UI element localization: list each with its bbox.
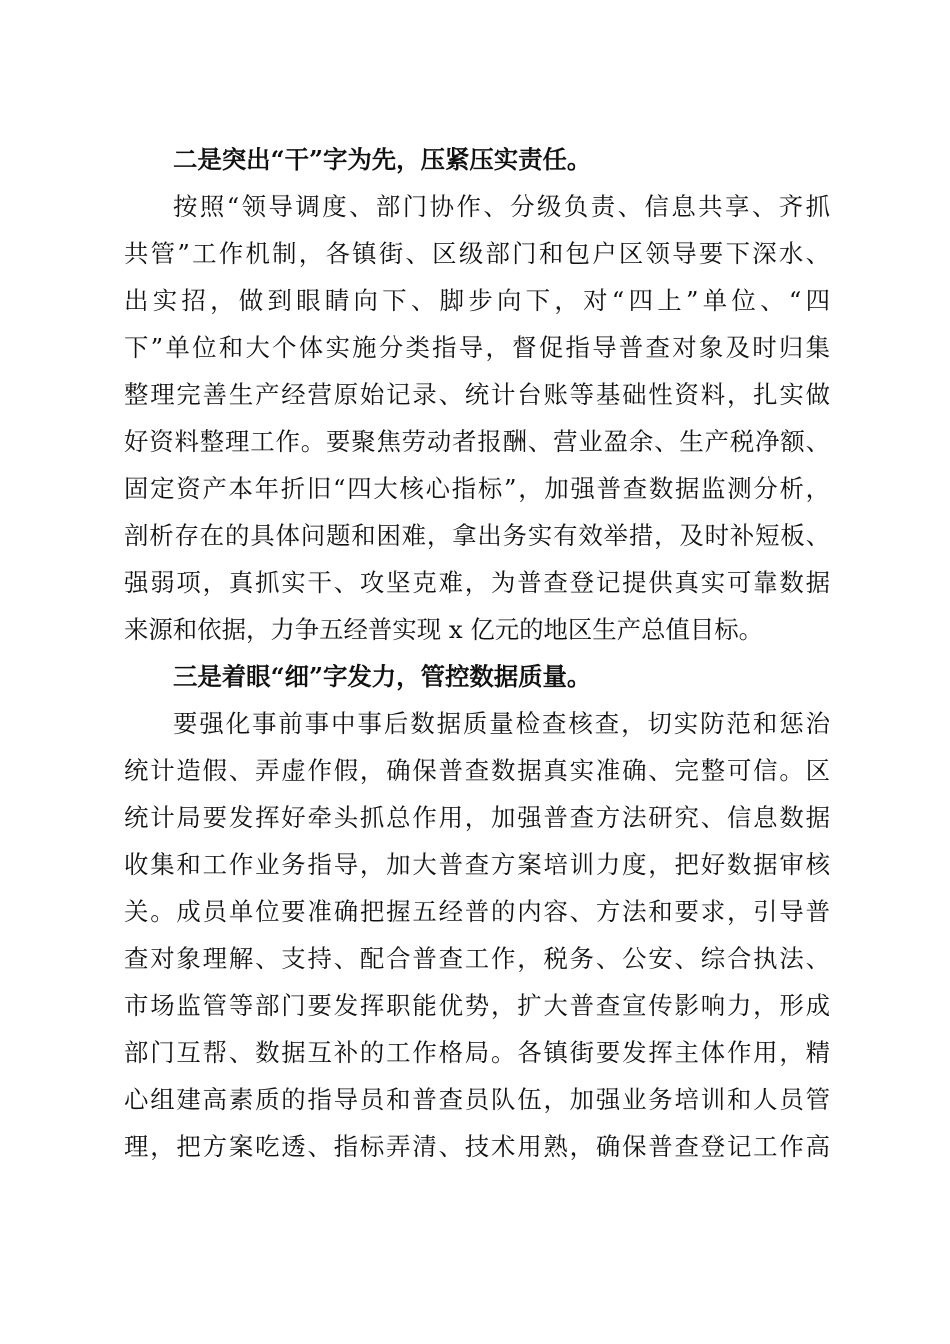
paragraph-line: 下”单位和大个体实施分类指导，督促指导普查对象及时归集 xyxy=(124,333,830,362)
paragraph-line: 按照“领导调度、部门协作、分级负责、信息共享、齐抓 xyxy=(173,192,830,221)
section-2-heading: 二是突出“干”字为先，压紧压实责任。 xyxy=(173,145,592,174)
paragraph-line: 强弱项，真抓实干、攻坚克难，为普查登记提供真实可靠数据 xyxy=(124,568,830,597)
paragraph-line: 剖析存在的具体问题和困难，拿出务实有效举措，及时补短板、 xyxy=(124,521,830,550)
paragraph-line: 收集和工作业务指导，加大普查方案培训力度，把好数据审核 xyxy=(124,850,830,879)
paragraph-line: 好资料整理工作。要聚焦劳动者报酬、营业盈余、生产税净额、 xyxy=(124,427,830,456)
section-3-heading: 三是着眼“细”字发力，管控数据质量。 xyxy=(173,662,592,691)
paragraph-line: 统计造假、弄虚作假，确保普查数据真实准确、完整可信。区 xyxy=(124,756,830,785)
paragraph-line: 来源和依据，力争五经普实现 x 亿元的地区生产总值目标。 xyxy=(124,615,764,644)
paragraph-line: 市场监管等部门要发挥职能优势，扩大普查宣传影响力，形成 xyxy=(124,991,830,1020)
paragraph-line: 部门互帮、数据互补的工作格局。各镇街要发挥主体作用，精 xyxy=(124,1038,830,1067)
paragraph-line: 要强化事前事中事后数据质量检查核查，切实防范和惩治 xyxy=(173,709,830,738)
paragraph-line: 统计局要发挥好牵头抓总作用，加强普查方法研究、信息数据 xyxy=(124,803,830,832)
paragraph-line: 关。成员单位要准确把握五经普的内容、方法和要求，引导普 xyxy=(124,897,830,926)
paragraph-line: 查对象理解、支持、配合普查工作，税务、公安、综合执法、 xyxy=(124,944,830,973)
paragraph-line: 理，把方案吃透、指标弄清、技术用熟，确保普查登记工作高 xyxy=(124,1132,830,1161)
document-body xyxy=(124,136,830,1170)
section-3 xyxy=(124,653,830,1170)
paragraph-line: 共管”工作机制，各镇街、区级部门和包户区领导要下深水、 xyxy=(124,239,830,268)
paragraph-line: 整理完善生产经营原始记录、统计台账等基础性资料，扎实做 xyxy=(124,380,830,409)
section-3-paragraph xyxy=(124,700,830,1170)
section-2 xyxy=(124,136,830,653)
paragraph-line: 出实招，做到眼睛向下、脚步向下，对“四上”单位、“四 xyxy=(124,286,830,315)
section-2-paragraph xyxy=(124,183,830,653)
paragraph-line: 固定资产本年折旧“四大核心指标”，加强普查数据监测分析， xyxy=(124,474,830,503)
paragraph-line: 心组建高素质的指导员和普查员队伍，加强业务培训和人员管 xyxy=(124,1085,830,1114)
